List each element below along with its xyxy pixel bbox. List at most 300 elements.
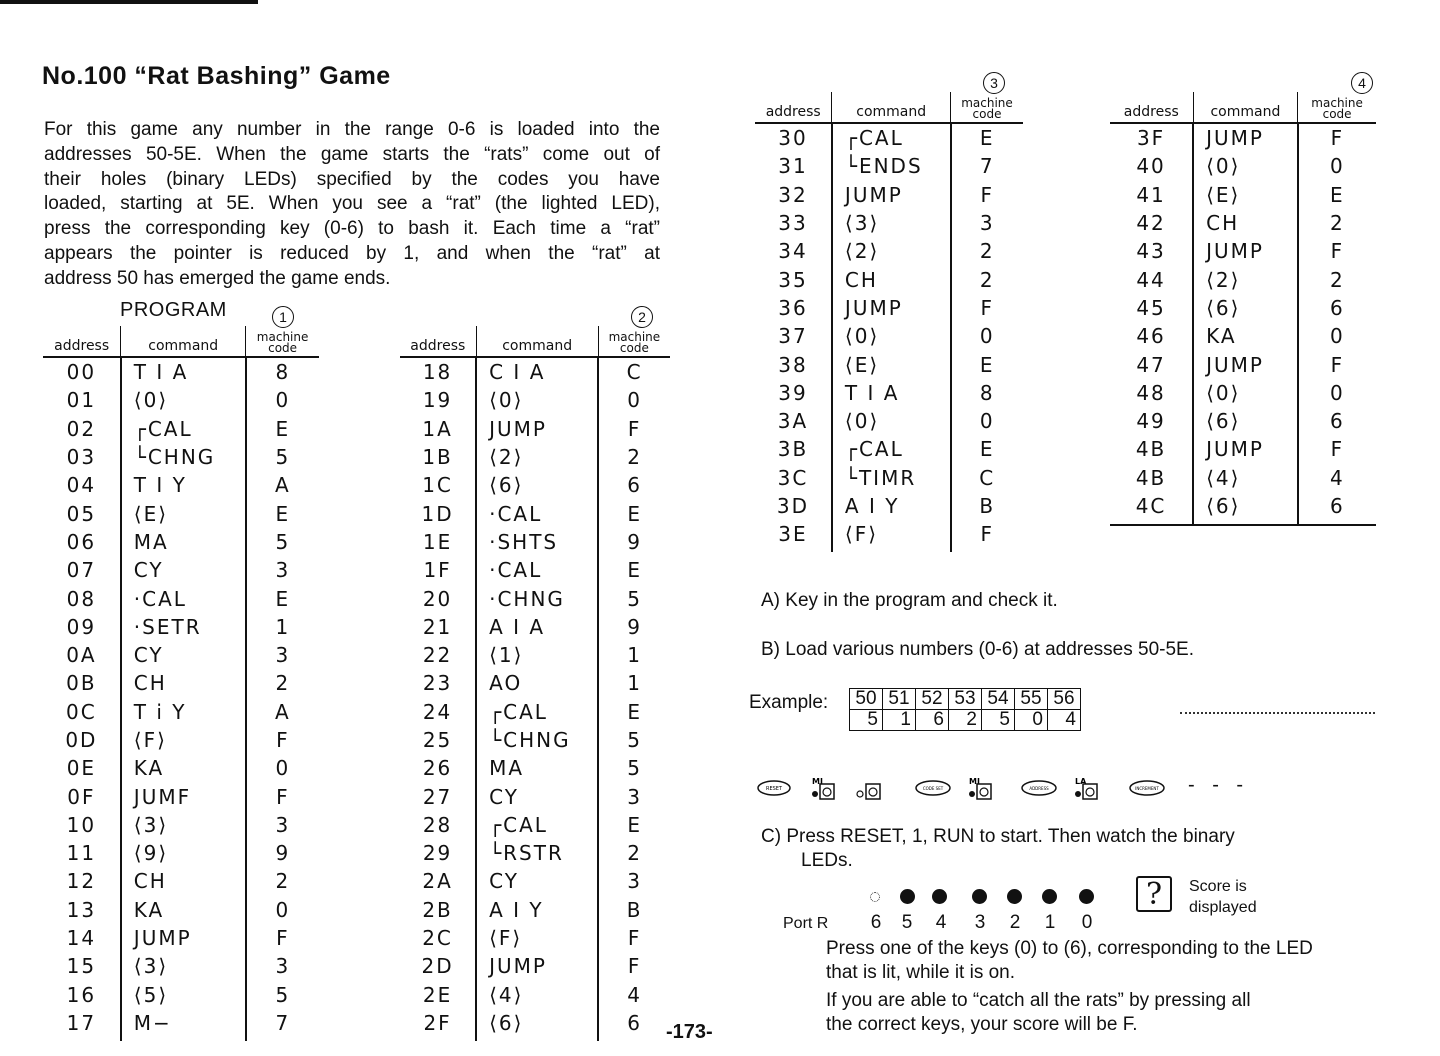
program-address: 36 [778, 295, 808, 320]
program-row [43, 528, 319, 556]
command-header: command [832, 92, 951, 123]
program-row [1110, 237, 1376, 265]
program-address: 37 [778, 324, 808, 349]
program-command: JUMP [476, 415, 598, 443]
program-machine-code: 4 [598, 981, 670, 1009]
example-value: 1 [883, 710, 916, 731]
la-key-icon [1075, 777, 1097, 799]
program-address: 44 [1136, 267, 1166, 292]
program-address: 45 [1136, 295, 1166, 320]
program-machine-code: F [598, 952, 670, 980]
program-row [43, 613, 319, 641]
program-machine-code: 2 [951, 265, 1024, 293]
spacer-cell [1193, 520, 1298, 525]
program-address: 3D [776, 494, 810, 518]
program-command: CH [1193, 209, 1298, 237]
intro-line: address 50 has emerged the game ends. [44, 267, 391, 289]
program-row [43, 415, 319, 443]
program-row [755, 322, 1023, 350]
program-row [400, 867, 670, 895]
program-machine-code: 1 [246, 613, 319, 641]
top-rule [0, 0, 258, 4]
program-address: 1A [422, 416, 453, 441]
dotted-line [1180, 712, 1375, 714]
program-row [1110, 181, 1376, 209]
program-row [400, 415, 670, 443]
program-command: CH [832, 265, 951, 293]
program-address: 14 [66, 926, 97, 951]
instruction-line: Press one of the keys (0) to (6), corresponding to the LED [826, 938, 1313, 959]
mi-key-icon [812, 777, 834, 799]
program-address: 01 [66, 388, 97, 413]
program-address: 32 [778, 182, 808, 207]
program-row [400, 556, 670, 584]
program-address: 00 [66, 360, 97, 385]
program-address: 34 [778, 239, 808, 264]
example-value: 4 [1048, 710, 1081, 731]
program-machine-code: 3 [951, 209, 1024, 237]
program-row [755, 294, 1023, 322]
address-header: address [755, 92, 832, 123]
program-row [43, 584, 319, 612]
program-machine-code: 7 [951, 152, 1024, 180]
program-command: ⟨5⟩ [121, 981, 246, 1009]
program-machine-code: 5 [246, 528, 319, 556]
intro-line: their holes (binary LEDs) specified by the codes you have [44, 168, 660, 190]
program-command: CY [121, 641, 246, 669]
address-header: address [400, 326, 476, 357]
step-a: A) Key in the program and check it. [761, 590, 1058, 611]
program-machine-code: 6 [1298, 407, 1376, 435]
program-address: 4B [1135, 465, 1167, 490]
program-command: └CHNG [121, 443, 246, 471]
program-address: 19 [422, 388, 453, 413]
program-address: 40 [1136, 154, 1166, 179]
program-address: 41 [1136, 182, 1166, 207]
program-command: ⟨0⟩ [476, 386, 598, 414]
example-value: 0 [1015, 710, 1048, 731]
program-machine-code: 8 [246, 357, 319, 386]
program-address: 49 [1136, 409, 1166, 434]
oval-key-icon [916, 781, 950, 795]
step-b: B) Load various numbers (0-6) at addresses 50-5E. [761, 639, 1194, 660]
program-command: A I Y [476, 896, 598, 924]
program-address: 3E [778, 522, 808, 547]
program-machine-code: 5 [246, 443, 319, 471]
program-command: ⟨2⟩ [476, 443, 598, 471]
program-command: JUMP [476, 952, 598, 980]
program-address: 07 [66, 558, 97, 583]
program-row [1110, 294, 1376, 322]
program-address: 12 [66, 869, 97, 894]
program-machine-code: F [246, 726, 319, 754]
intro-line: For this game any number in the range 0-6 is loaded into the [44, 119, 660, 140]
table-header-row [400, 326, 670, 357]
program-command: ⟨0⟩ [832, 322, 951, 350]
program-command: ⟨4⟩ [476, 981, 598, 1009]
program-machine-code: 0 [951, 322, 1024, 350]
program-table-4 [1110, 92, 1376, 526]
key-icon [857, 784, 880, 799]
program-address: 3B [777, 437, 809, 462]
page-number: -173- [666, 1021, 713, 1043]
program-row [43, 782, 319, 810]
program-row [43, 471, 319, 499]
address-header: address [43, 326, 121, 357]
program-row [400, 896, 670, 924]
program-machine-code: 1 [598, 641, 670, 669]
led-5 [900, 889, 915, 904]
program-address: 26 [422, 756, 453, 781]
program-command: CY [476, 867, 598, 895]
svg-text:ADDRESS: ADDRESS [1029, 786, 1049, 791]
program-command: └RSTR [476, 839, 598, 867]
program-command: ·CAL [121, 584, 246, 612]
program-row [400, 782, 670, 810]
program-command: T I A [832, 379, 951, 407]
program-command: ┌CAL [832, 435, 951, 463]
program-machine-code: C [951, 464, 1024, 492]
program-address: 43 [1136, 239, 1166, 264]
program-row [400, 924, 670, 952]
program-command: ⟨3⟩ [832, 209, 951, 237]
program-command: ·SHTS [476, 528, 598, 556]
score-line: displayed [1189, 899, 1257, 916]
program-row [1110, 152, 1376, 180]
program-command: JUMF [121, 782, 246, 810]
program-address: 06 [66, 529, 97, 554]
program-address: 16 [66, 982, 97, 1007]
program-command: └TIMR [832, 464, 951, 492]
program-command: └ENDS [832, 152, 951, 180]
program-row [1110, 407, 1376, 435]
program-machine-code: 0 [246, 896, 319, 924]
example-value: 2 [949, 710, 982, 731]
program-row [400, 981, 670, 1009]
example-address: 55 [1015, 689, 1048, 710]
program-address: 42 [1136, 211, 1166, 236]
program-command: C I A [476, 357, 598, 386]
program-row [755, 265, 1023, 293]
program-machine-code: E [246, 499, 319, 527]
oval-key-icon [1022, 781, 1056, 795]
machine-code-header [1298, 92, 1376, 123]
program-row [43, 499, 319, 527]
program-address: 24 [422, 699, 453, 724]
program-row [400, 471, 670, 499]
program-machine-code: F [951, 294, 1024, 322]
example-value: 5 [982, 710, 1015, 731]
program-address: 27 [422, 784, 453, 809]
program-address: 38 [778, 352, 808, 377]
key-sequence-continuation: - - - [1188, 774, 1250, 796]
program-address: 46 [1136, 324, 1166, 349]
program-row [43, 669, 319, 697]
program-address: 2C [422, 926, 453, 951]
program-machine-code: E [951, 350, 1024, 378]
spacer-cell [832, 548, 951, 552]
machine-code-header-line: code [619, 341, 649, 355]
program-address: 25 [422, 728, 453, 752]
example-address: 52 [916, 689, 949, 710]
program-machine-code: 3 [598, 867, 670, 895]
program-machine-code: F [1298, 123, 1376, 152]
table-bottom-spacer [1110, 520, 1376, 525]
example-value-row [850, 710, 1081, 731]
machine-code-header-line: machine [256, 330, 309, 344]
program-address: 05 [66, 501, 97, 526]
program-command: JUMP [1193, 237, 1298, 265]
program-table-1 [43, 326, 319, 1041]
program-machine-code: 2 [246, 669, 319, 697]
program-command: ⟨0⟩ [1193, 152, 1298, 180]
program-command: ⟨0⟩ [832, 407, 951, 435]
program-command: ┌CAL [121, 415, 246, 443]
program-table-3 [755, 92, 1023, 552]
program-row [43, 867, 319, 895]
step-c-line1: C) Press RESET, 1, RUN to start. Then watch the binary [761, 826, 1235, 847]
program-command: ⟨6⟩ [476, 471, 598, 499]
program-machine-code: 6 [598, 471, 670, 499]
program-address: 22 [422, 643, 453, 668]
program-row [1110, 209, 1376, 237]
reset-key-icon [758, 781, 790, 795]
program-command: ⟨0⟩ [121, 386, 246, 414]
intro-line: loaded, starting at 5E. When you see a “rat” (the lighted LED), [44, 193, 660, 215]
svg-text:CODE SET: CODE SET [922, 786, 944, 791]
program-machine-code: 5 [598, 726, 670, 754]
program-row [400, 669, 670, 697]
machine-code-header-line: code [268, 341, 298, 355]
led-2 [1007, 889, 1022, 904]
program-command: ⟨E⟩ [832, 350, 951, 378]
program-machine-code: F [1298, 350, 1376, 378]
port-number: 6 [870, 912, 882, 933]
program-command: ⟨E⟩ [1193, 181, 1298, 209]
program-machine-code: E [246, 415, 319, 443]
program-row [43, 726, 319, 754]
program-address: 2B [422, 897, 453, 922]
program-row [400, 1009, 670, 1037]
program-machine-code: 9 [598, 613, 670, 641]
machine-code-header [246, 326, 319, 357]
led-6 [870, 892, 880, 902]
instruction-line: the correct keys, your score will be F. [826, 1014, 1138, 1035]
program-address: 13 [66, 897, 97, 922]
program-address: 10 [66, 812, 97, 837]
program-command: ⟨F⟩ [832, 520, 951, 548]
program-address: 2A [422, 869, 453, 894]
program-row [43, 357, 319, 386]
program-address: 2E [422, 982, 453, 1007]
program-machine-code: 2 [1298, 209, 1376, 237]
oval-key-icon [1130, 781, 1164, 795]
program-row [400, 357, 670, 386]
program-machine-code: F [598, 415, 670, 443]
machine-code-header-line: machine [961, 96, 1013, 110]
program-machine-code: 2 [598, 839, 670, 867]
program-command: ┌CAL [832, 123, 951, 152]
svg-text:MI: MI [812, 777, 823, 786]
program-command: ⟨4⟩ [1193, 464, 1298, 492]
program-row [400, 641, 670, 669]
program-machine-code: 2 [951, 237, 1024, 265]
program-row [1110, 123, 1376, 152]
program-machine-code: 2 [246, 867, 319, 895]
program-command: ·CAL [476, 499, 598, 527]
program-address: 1E [422, 529, 453, 554]
program-address: 30 [778, 126, 808, 151]
led-1 [1042, 889, 1057, 904]
program-row [43, 924, 319, 952]
program-machine-code: B [598, 896, 670, 924]
program-row [1110, 350, 1376, 378]
spacer-cell [400, 1037, 476, 1041]
program-row [755, 464, 1023, 492]
program-row [1110, 322, 1376, 350]
key-sequence [756, 774, 1176, 804]
program-machine-code: C [598, 357, 670, 386]
program-row [400, 811, 670, 839]
program-machine-code: 0 [1298, 322, 1376, 350]
program-machine-code: 9 [246, 839, 319, 867]
program-command: ⟨9⟩ [121, 839, 246, 867]
spacer-cell [43, 1037, 121, 1041]
program-command: └CHNG [476, 726, 598, 754]
program-row [755, 237, 1023, 265]
spacer-cell [755, 548, 832, 552]
machine-code-header-line: code [1322, 107, 1352, 121]
example-label: Example: [749, 692, 829, 713]
program-machine-code: 4 [1298, 464, 1376, 492]
program-address: 08 [66, 586, 97, 611]
program-command: JUMP [1193, 123, 1298, 152]
port-label: Port R [783, 915, 829, 932]
program-address: 0D [65, 728, 98, 752]
program-machine-code: F [951, 520, 1024, 548]
program-machine-code: 0 [598, 386, 670, 414]
program-address: 1C [422, 473, 453, 498]
program-address: 39 [778, 380, 808, 405]
program-row [43, 839, 319, 867]
program-address: 17 [66, 1010, 97, 1035]
program-command: JUMP [1193, 350, 1298, 378]
program-row [755, 435, 1023, 463]
program-address: 2F [423, 1010, 452, 1035]
example-value: 6 [916, 710, 949, 731]
program-table-2 [400, 326, 670, 1041]
program-command: CY [476, 782, 598, 810]
score-box-icon: ? [1136, 876, 1172, 912]
program-heading: PROGRAM [120, 299, 227, 321]
program-machine-code: 3 [246, 952, 319, 980]
program-machine-code: 0 [246, 386, 319, 414]
table-bottom-spacer [400, 1037, 670, 1041]
program-machine-code: 5 [246, 981, 319, 1009]
program-row [43, 811, 319, 839]
program-machine-code: 3 [246, 811, 319, 839]
machine-code-header-line: machine [608, 330, 661, 344]
program-row [1110, 492, 1376, 520]
example-address: 54 [982, 689, 1015, 710]
port-number: 5 [901, 912, 913, 933]
program-machine-code: E [598, 499, 670, 527]
program-row [43, 1009, 319, 1037]
program-row [400, 952, 670, 980]
program-machine-code: E [598, 811, 670, 839]
program-row [43, 981, 319, 1009]
program-address: 0E [66, 756, 97, 781]
program-command: ⟨2⟩ [1193, 265, 1298, 293]
instruction-line: that is lit, while it is on. [826, 962, 1016, 983]
program-address: 35 [778, 267, 808, 292]
program-command: ·SETR [121, 613, 246, 641]
command-header: command [476, 326, 598, 357]
program-row [400, 386, 670, 414]
program-command: ┌CAL [476, 811, 598, 839]
program-address: 48 [1136, 380, 1166, 405]
program-machine-code: 0 [1298, 152, 1376, 180]
program-command: JUMP [832, 294, 951, 322]
spacer-cell [951, 548, 1024, 552]
port-number: 1 [1044, 912, 1056, 933]
program-command: ┌CAL [476, 698, 598, 726]
program-address: 02 [66, 416, 97, 441]
program-address: 28 [422, 812, 453, 837]
score-line: Score is [1189, 878, 1247, 895]
program-command: ⟨1⟩ [476, 641, 598, 669]
program-address: 20 [422, 586, 453, 611]
program-row [755, 123, 1023, 152]
table-header-row [43, 326, 319, 357]
program-machine-code: 1 [598, 669, 670, 697]
machine-code-header [951, 92, 1024, 123]
program-command: ⟨6⟩ [1193, 407, 1298, 435]
program-command: JUMP [1193, 435, 1298, 463]
program-machine-code: 6 [598, 1009, 670, 1037]
program-command: KA [1193, 322, 1298, 350]
program-row [400, 443, 670, 471]
program-command: T i Y [121, 698, 246, 726]
program-command: CY [121, 556, 246, 584]
address-header: address [1110, 92, 1193, 123]
intro-line: appears the pointer is reduced by 1, and when the “rat” at [44, 242, 660, 264]
program-machine-code: 6 [1298, 492, 1376, 520]
program-machine-code: 7 [246, 1009, 319, 1037]
spacer-cell [476, 1037, 598, 1041]
program-command: MA [121, 528, 246, 556]
program-machine-code: F [1298, 237, 1376, 265]
program-address: 21 [422, 614, 453, 639]
example-address: 56 [1048, 689, 1081, 710]
program-command: ⟨0⟩ [1193, 379, 1298, 407]
program-address: 03 [66, 445, 97, 470]
intro-paragraph [44, 118, 660, 292]
led-4 [932, 889, 947, 904]
port-number: 3 [974, 912, 986, 933]
spacer-cell [121, 1037, 246, 1041]
program-machine-code: E [951, 123, 1024, 152]
program-machine-code: 2 [598, 443, 670, 471]
instruction-line: If you are able to “catch all the rats” by pressing all [826, 990, 1251, 1011]
program-row [755, 350, 1023, 378]
program-machine-code: 0 [1298, 379, 1376, 407]
program-row [400, 726, 670, 754]
program-machine-code: 3 [598, 782, 670, 810]
program-machine-code: 5 [598, 584, 670, 612]
key-sequence-icons [756, 774, 1176, 804]
example-address: 53 [949, 689, 982, 710]
